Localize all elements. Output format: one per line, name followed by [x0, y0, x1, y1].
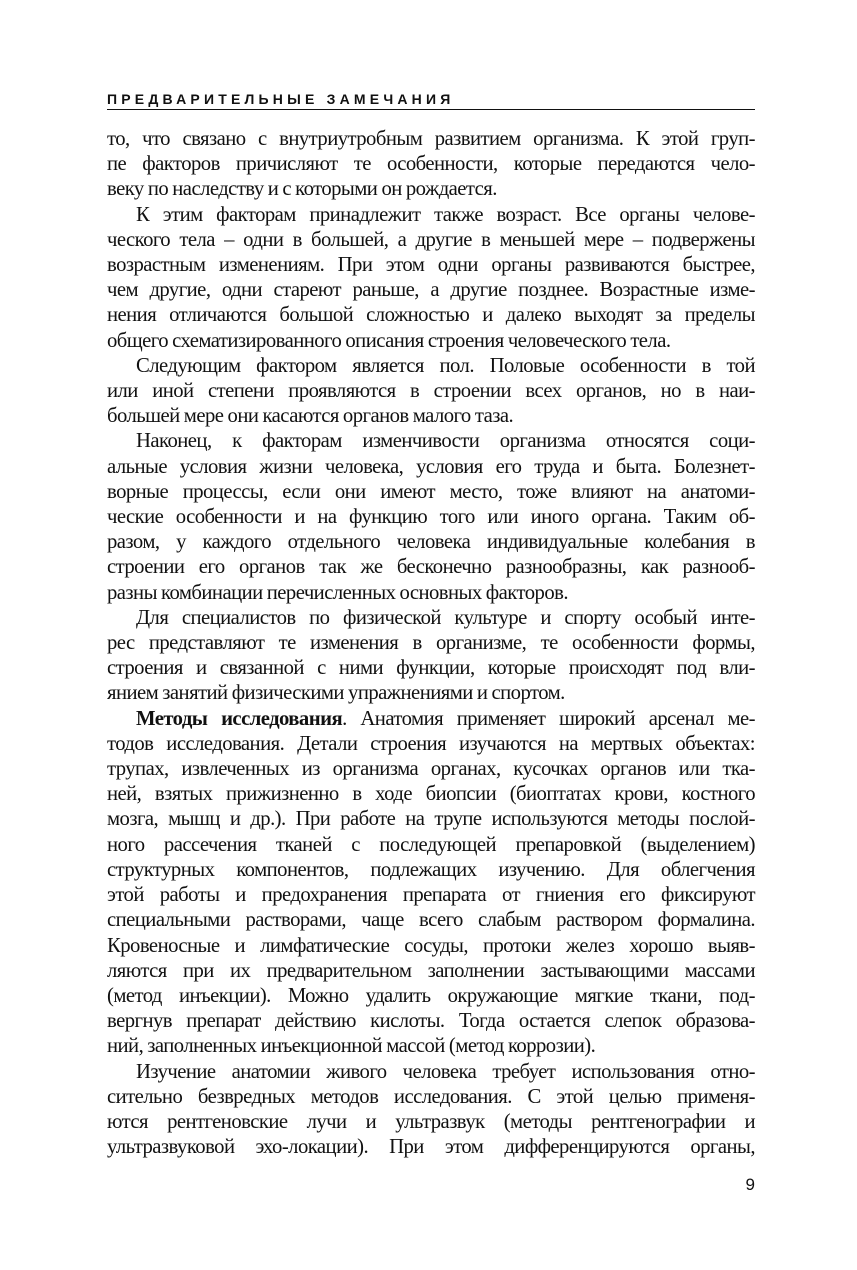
header-rule	[107, 109, 755, 110]
text-line: ультразвуковой эхо-локации). При этом дифференцируются органы,	[107, 1136, 755, 1159]
text-line: вергнув препарат действию кислоты. Тогда остается слепок образова-	[107, 1010, 755, 1033]
text-line: К этим факторам принадлежит также возраст. Все органы челове-	[136, 203, 755, 226]
text-line: возрастным изменениям. При этом одни органы развиваются быстрее,	[107, 254, 755, 277]
text-line: структурных компонентов, подлежащих изучению. Для облегчения	[107, 858, 755, 881]
text-line: или иной степени проявляются в строении всех органов, но в наи-	[107, 380, 755, 403]
running-head: ПРЕДВАРИТЕЛЬНЫЕ ЗАМЕЧАНИЯ	[107, 91, 455, 107]
text-line: специальными растворами, чаще всего слабым раствором формалина.	[107, 909, 755, 932]
text-line: Следующим фактором является пол. Половые особенности в той	[136, 354, 755, 377]
text-line: веку по наследству и с которыми он рождается.	[107, 178, 497, 201]
text-line: трупах, извлеченных из организма органах, кусочках органов или тка-	[107, 758, 755, 781]
text-line: тодов исследования. Детали строения изучаются на мертвых объектах:	[107, 732, 755, 755]
text-line: ний, заполненных инъекционной массой (метод коррозии).	[107, 1035, 596, 1058]
text-line: Наконец, к факторам изменчивости организма относятся соци-	[136, 430, 755, 453]
text-line: строения и связанной с ними функции, которые происходят под вли-	[107, 657, 755, 680]
paragraph	[107, 1060, 755, 1161]
text-line: ней, взятых прижизненно в ходе биопсии (биоптатах крови, костного	[107, 783, 755, 806]
text-line: то, что связано с внутриутробным развитием организма. К этой груп-	[107, 128, 755, 150]
paragraph	[107, 203, 755, 354]
text-line: рес представляют те изменения в организме, те особенности формы,	[107, 632, 755, 655]
text-line: разны комбинации перечисленных основных факторов.	[107, 581, 568, 604]
text-line: ворные процессы, если они имеют место, тоже влияют на анатоми-	[107, 480, 755, 503]
text-line-rest: . Анатомия применяет широкий арсенал ме-	[342, 707, 755, 730]
paragraph	[107, 429, 755, 605]
text-line: янием занятий физическими упражнениями и спортом.	[107, 682, 565, 705]
text-line: строении его органов так же бесконечно разнообразны, как разнооб-	[107, 556, 755, 579]
page-number: 9	[745, 1175, 755, 1194]
text-line	[107, 707, 755, 732]
paragraph	[107, 354, 755, 430]
text-line: ляются при их предварительном заполнении застывающими массами	[107, 959, 755, 982]
text-line: чем другие, одни стареют раньше, а другие позднее. Возрастные изме-	[107, 279, 755, 302]
text-line: ческого тела – одни в большей, а другие в меньшей мере – подвержены	[107, 228, 755, 251]
text-line: (метод инъекции). Можно удалить окружающие мягкие ткани, под-	[107, 984, 755, 1007]
text-line: Кровеносные и лимфатические сосуды, протоки желез хорошо выяв-	[107, 934, 755, 957]
text-line: общего схематизированного описания строения человеческого тела.	[107, 329, 671, 352]
text-line: разом, у каждого отдельного человека индивидуальные колебания в	[107, 531, 755, 554]
text-line: ческие особенности и на функцию того или иного органа. Таким об-	[107, 506, 755, 529]
text-line: пе факторов причисляют те особенности, которые передаются чело-	[107, 153, 755, 176]
text-line: мозга, мышц и др.). При работе на трупе используются методы послой-	[107, 808, 755, 831]
paragraph	[107, 127, 755, 203]
text-line: Изучение анатомии живого человека требует использования отно-	[136, 1060, 755, 1083]
paragraph	[107, 606, 755, 707]
text-line: альные условия жизни человека, условия его труда и быта. Болезнет-	[107, 455, 755, 478]
text-line: сительно безвредных методов исследования. С этой целью применя-	[107, 1085, 755, 1108]
text-line: Для специалистов по физической культуре и спорту особый инте-	[136, 606, 755, 629]
text-line: ного рассечения тканей с последующей препаровкой (выделением)	[107, 833, 755, 856]
text-line: большей мере они касаются органов малого таза.	[107, 405, 514, 428]
text-line: ются рентгеновские лучи и ультразвук (методы рентгенографии и	[107, 1110, 755, 1133]
paragraph	[107, 707, 755, 1060]
section-lead: Методы исследования	[136, 707, 343, 730]
body-text	[107, 127, 755, 1160]
text-line: этой работы и предохранения препарата от гниения его фиксируют	[107, 884, 755, 907]
text-line: нения отличаются большой сложностью и далеко выходят за пределы	[107, 304, 755, 327]
